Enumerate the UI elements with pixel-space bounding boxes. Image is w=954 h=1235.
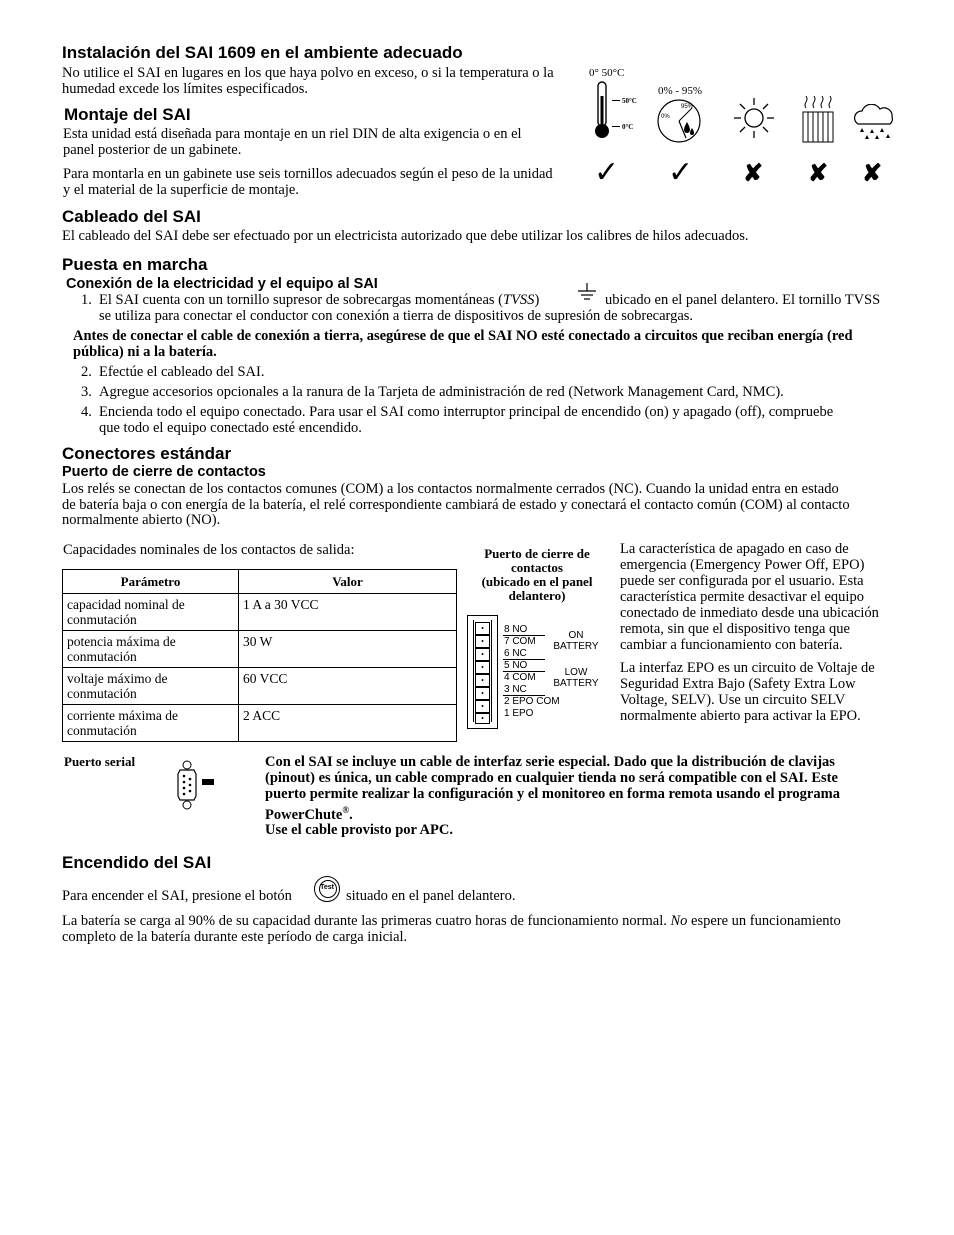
step-1-text-pre: El SAI cuenta con un tornillo supresor de sobrecargas momentáneas ( [99, 292, 504, 308]
pin-divider [503, 659, 545, 660]
epo-line: característica permite desactivar el equipo [620, 589, 864, 605]
table-cell-parameter [63, 668, 239, 705]
pin-divider [503, 635, 545, 636]
ground-warning-line-1: Antes de conectar el cable de conexión a tierra, asegúrese de que el SAI NO esté conectado a circuitos que reciban energía (red [73, 328, 853, 344]
connectors-text-line-2: de batería baja o con energía de la batería, el relé correspondiente cambiará de estado y conectará el contacto común (COM) al contacto [62, 497, 850, 513]
section-heading-connectors: Conectores estándar [62, 444, 232, 463]
epo-line: puede ser configurada por el usuario. Esta [620, 573, 864, 589]
check-mark-temperature: ✓ [594, 156, 620, 189]
table-header-value: Valor [239, 570, 457, 594]
table-cell-value: 1 A a 30 VCC [239, 594, 457, 631]
section-heading-install: Instalación del SAI 1609 en el ambiente adecuado [62, 43, 463, 62]
startup-subheading: Conexión de la electricidad y el equipo al SAI [66, 276, 378, 292]
group-label-line: BATTERY [553, 678, 599, 689]
epo-description-p1 [620, 541, 910, 653]
serial-port-label: Puerto serial [64, 754, 136, 769]
pin-label: 2 EPO COM [504, 696, 560, 707]
param-line-1: capacidad nominal de [67, 597, 185, 612]
port-caption-line: contactos [511, 560, 563, 575]
epo-line: La interfaz EPO es un circuito de Voltaje de [620, 660, 875, 676]
charge-text-no: No [670, 913, 688, 929]
step-2-text: Efectúe el cableado del SAI. [99, 364, 265, 380]
temperature-range-label: 0° 50°C [589, 67, 625, 79]
serial-text-line-4 [265, 802, 353, 823]
pin-divider [503, 671, 545, 672]
terminal-screw: • [475, 648, 490, 661]
port-caption-line: Puerto de cierre de [484, 546, 590, 561]
serial-cable-note: Use el cable provisto por APC. [265, 822, 453, 838]
step-4-number: 4. [81, 404, 92, 420]
epo-line: emergencia (Emergency Power Off, EPO) [620, 557, 865, 573]
temp-low-tick [612, 126, 620, 127]
powerchute-name: PowerChute [265, 806, 343, 823]
step-2-number: 2. [81, 364, 92, 380]
power-on-text-pre: Para encender el SAI, presione el botón [62, 888, 292, 904]
charge-text-line-2: completo de la batería durante este período de carga inicial. [62, 929, 408, 945]
rain-cloud-icon [850, 104, 900, 142]
port-caption-line: (ubicado en el panel [481, 574, 593, 589]
pin-label: 5 NO [504, 660, 528, 671]
on-battery-group-label [551, 630, 601, 652]
contact-port-subheading: Puerto de cierre de contactos [62, 464, 266, 480]
install-text-line-2: humedad excede los límites especificados. [62, 81, 309, 97]
epo-line: normalmente abierto para activar la EPO. [620, 708, 861, 724]
sun-icon [732, 96, 776, 140]
registered-mark: ® [342, 805, 350, 815]
param-line-2: conmutación [67, 686, 137, 701]
section-heading-wiring: Cableado del SAI [62, 207, 201, 226]
humidity-high-label: 95% [681, 104, 694, 110]
table-row [63, 668, 457, 705]
section-heading-mounting: Montaje del SAI [64, 105, 191, 124]
epo-line: Voltage, SELV). Use un circuito SELV [620, 692, 846, 708]
table-cell-parameter [63, 631, 239, 668]
contact-port-caption [462, 547, 612, 603]
table-cell-parameter [63, 594, 239, 631]
section-heading-startup: Puesta en marcha [62, 255, 208, 274]
cross-mark-heat: ✘ [808, 161, 829, 187]
param-line-2: conmutación [67, 649, 137, 664]
serial-text-line-1: Con el SAI se incluye un cable de interfaz serie especial. Dado que la distribución de clavijas [265, 754, 835, 770]
pin-divider [503, 695, 545, 696]
group-label-line: ON [568, 630, 584, 641]
charge-text-post: espere un funcionamiento [687, 913, 841, 929]
section-heading-power-on: Encendido del SAI [62, 853, 212, 872]
ratings-caption: Capacidades nominales de los contactos de salida: [63, 542, 355, 558]
table-cell-value: 30 W [239, 631, 457, 668]
mounting-p1-line-1: Esta unidad está diseñada para montaje en un riel DIN de alta exigencia o en el [63, 126, 522, 142]
pin-label: 4 COM [504, 672, 536, 683]
humidity-range-label: 0% - 95% [658, 85, 702, 97]
port-caption-line: delantero) [508, 588, 566, 603]
check-mark-humidity: ✓ [668, 156, 694, 189]
step-1-number: 1. [81, 292, 92, 308]
pin-label: 1 EPO [504, 708, 534, 719]
ground-warning-line-2: pública) ni a la batería. [73, 344, 217, 360]
epo-line: conectado de inmediato desde una ubicación [620, 605, 879, 621]
charge-text-pre: La batería se carga al 90% de su capacidad durante las primeras cuatro horas de funcionamiento normal. [62, 913, 671, 929]
connectors-text-line-3: normalmente abierto (NO). [62, 512, 221, 528]
mounting-p2-line-1: Para montarla en un gabinete use seis tornillos adecuados según el peso de la unidad [63, 166, 553, 182]
step-3-number: 3. [81, 384, 92, 400]
epo-line: La característica de apagado en caso de [620, 541, 849, 557]
step-1-line-1 [99, 292, 539, 308]
test-button-label: Test [320, 884, 334, 891]
contact-closure-terminal-diagram [467, 614, 607, 730]
table-cell-value: 60 VCC [239, 668, 457, 705]
mounting-p2-line-2: y el material de la superficie de montaje. [63, 182, 299, 198]
terminal-screw: • [475, 622, 490, 635]
table-header-parameter: Parámetro [63, 570, 239, 594]
test-button-icon [314, 876, 340, 902]
step-4-line-1: Encienda todo el equipo conectado. Para usar el SAI como interruptor principal de encendido (on) y apagado (off), compruebe [99, 404, 834, 420]
temp-high-tick [612, 100, 620, 101]
ground-symbol-icon [576, 282, 598, 304]
terminal-screw: • [475, 661, 490, 674]
table-row [63, 631, 457, 668]
serial-port-icon [170, 760, 216, 810]
temperature-low-label: 0°C [622, 123, 634, 131]
connectors-text-line-1: Los relés se conectan de los contactos comunes (COM) a los contactos normalmente cerrados (NC). Cuando la unidad entra en estado [62, 481, 839, 497]
pin-label: 8 NO [504, 624, 528, 635]
cross-mark-sun: ✘ [743, 161, 764, 187]
contact-ratings-table [62, 569, 457, 742]
table-cell-parameter [63, 705, 239, 742]
pin-label: 7 COM [504, 636, 536, 647]
low-battery-group-label [551, 667, 601, 689]
terminal-screw: • [475, 674, 490, 687]
install-text-line-1: No utilice el SAI en lugares en los que haya polvo en exceso, o si la temperatura o la [62, 65, 554, 81]
humidity-gauge-icon [656, 98, 702, 144]
step-1-text-post: ) [534, 292, 540, 308]
step-3-text: Agregue accesorios opcionales a la ranura de la Tarjeta de administración de red (Network Management Card, NMC). [99, 384, 784, 400]
mounting-p1-line-2: panel posterior de un gabinete. [63, 142, 242, 158]
power-on-text-post: situado en el panel delantero. [346, 888, 516, 904]
epo-description-p2 [620, 660, 910, 724]
wiring-text: El cableado del SAI debe ser efectuado por un electricista autorizado que debe utilizar los calibres de hilos adecuados. [62, 228, 749, 244]
table-row [63, 705, 457, 742]
epo-line: Seguridad Extra Bajo (Safety Extra Low [620, 676, 856, 692]
group-label-line: LOW [564, 667, 588, 678]
param-line-2: conmutación [67, 723, 137, 738]
humidity-low-label: 0% [661, 114, 670, 120]
group-label-line: BATTERY [553, 641, 599, 652]
terminal-screw: • [475, 713, 490, 724]
step-1-line-2: se utiliza para conectar el conductor con conexión a tierra de dispositivos de supresión de sobrecargas. [99, 308, 694, 324]
serial-text-line-2: (pinout) es única, un cable comprado en cualquier tienda no será compatible con el SAI. Este [265, 770, 838, 786]
temperature-high-label: 50°C [622, 97, 637, 105]
param-line-1: potencia máxima de [67, 634, 176, 649]
param-line-2: conmutación [67, 612, 137, 627]
param-line-1: corriente máxima de [67, 708, 178, 723]
radiator-icon [800, 94, 836, 144]
serial-text-line-3: puerto permite realizar la configuración y el monitoreo en forma remota usando el programa [265, 786, 840, 802]
terminal-screw: • [475, 635, 490, 648]
step-1-tvss: TVSS [503, 292, 535, 308]
thermometer-icon [592, 80, 612, 140]
step-1-text-after: ubicado en el panel delantero. El tornillo TVSS [605, 292, 881, 308]
table-cell-value: 2 ACC [239, 705, 457, 742]
pin-label: 6 NC [504, 648, 527, 659]
param-line-1: voltaje máximo de [67, 671, 168, 686]
terminal-screw: • [475, 687, 490, 700]
table-header-row [63, 570, 457, 594]
charge-text-line-1 [62, 913, 841, 929]
epo-line: cambiar a funcionamiento con batería. [620, 637, 843, 653]
step-4-line-2: que todo el equipo conectado esté encendido. [99, 420, 362, 436]
environment-conditions-figure [588, 66, 918, 191]
table-row [63, 594, 457, 631]
terminal-screw: • [475, 700, 490, 713]
serial-period: . [349, 806, 353, 823]
epo-line: remota, sin que el dispositivo tenga que [620, 621, 850, 637]
cross-mark-rain: ✘ [862, 161, 883, 187]
pin-label: 3 NC [504, 684, 527, 695]
